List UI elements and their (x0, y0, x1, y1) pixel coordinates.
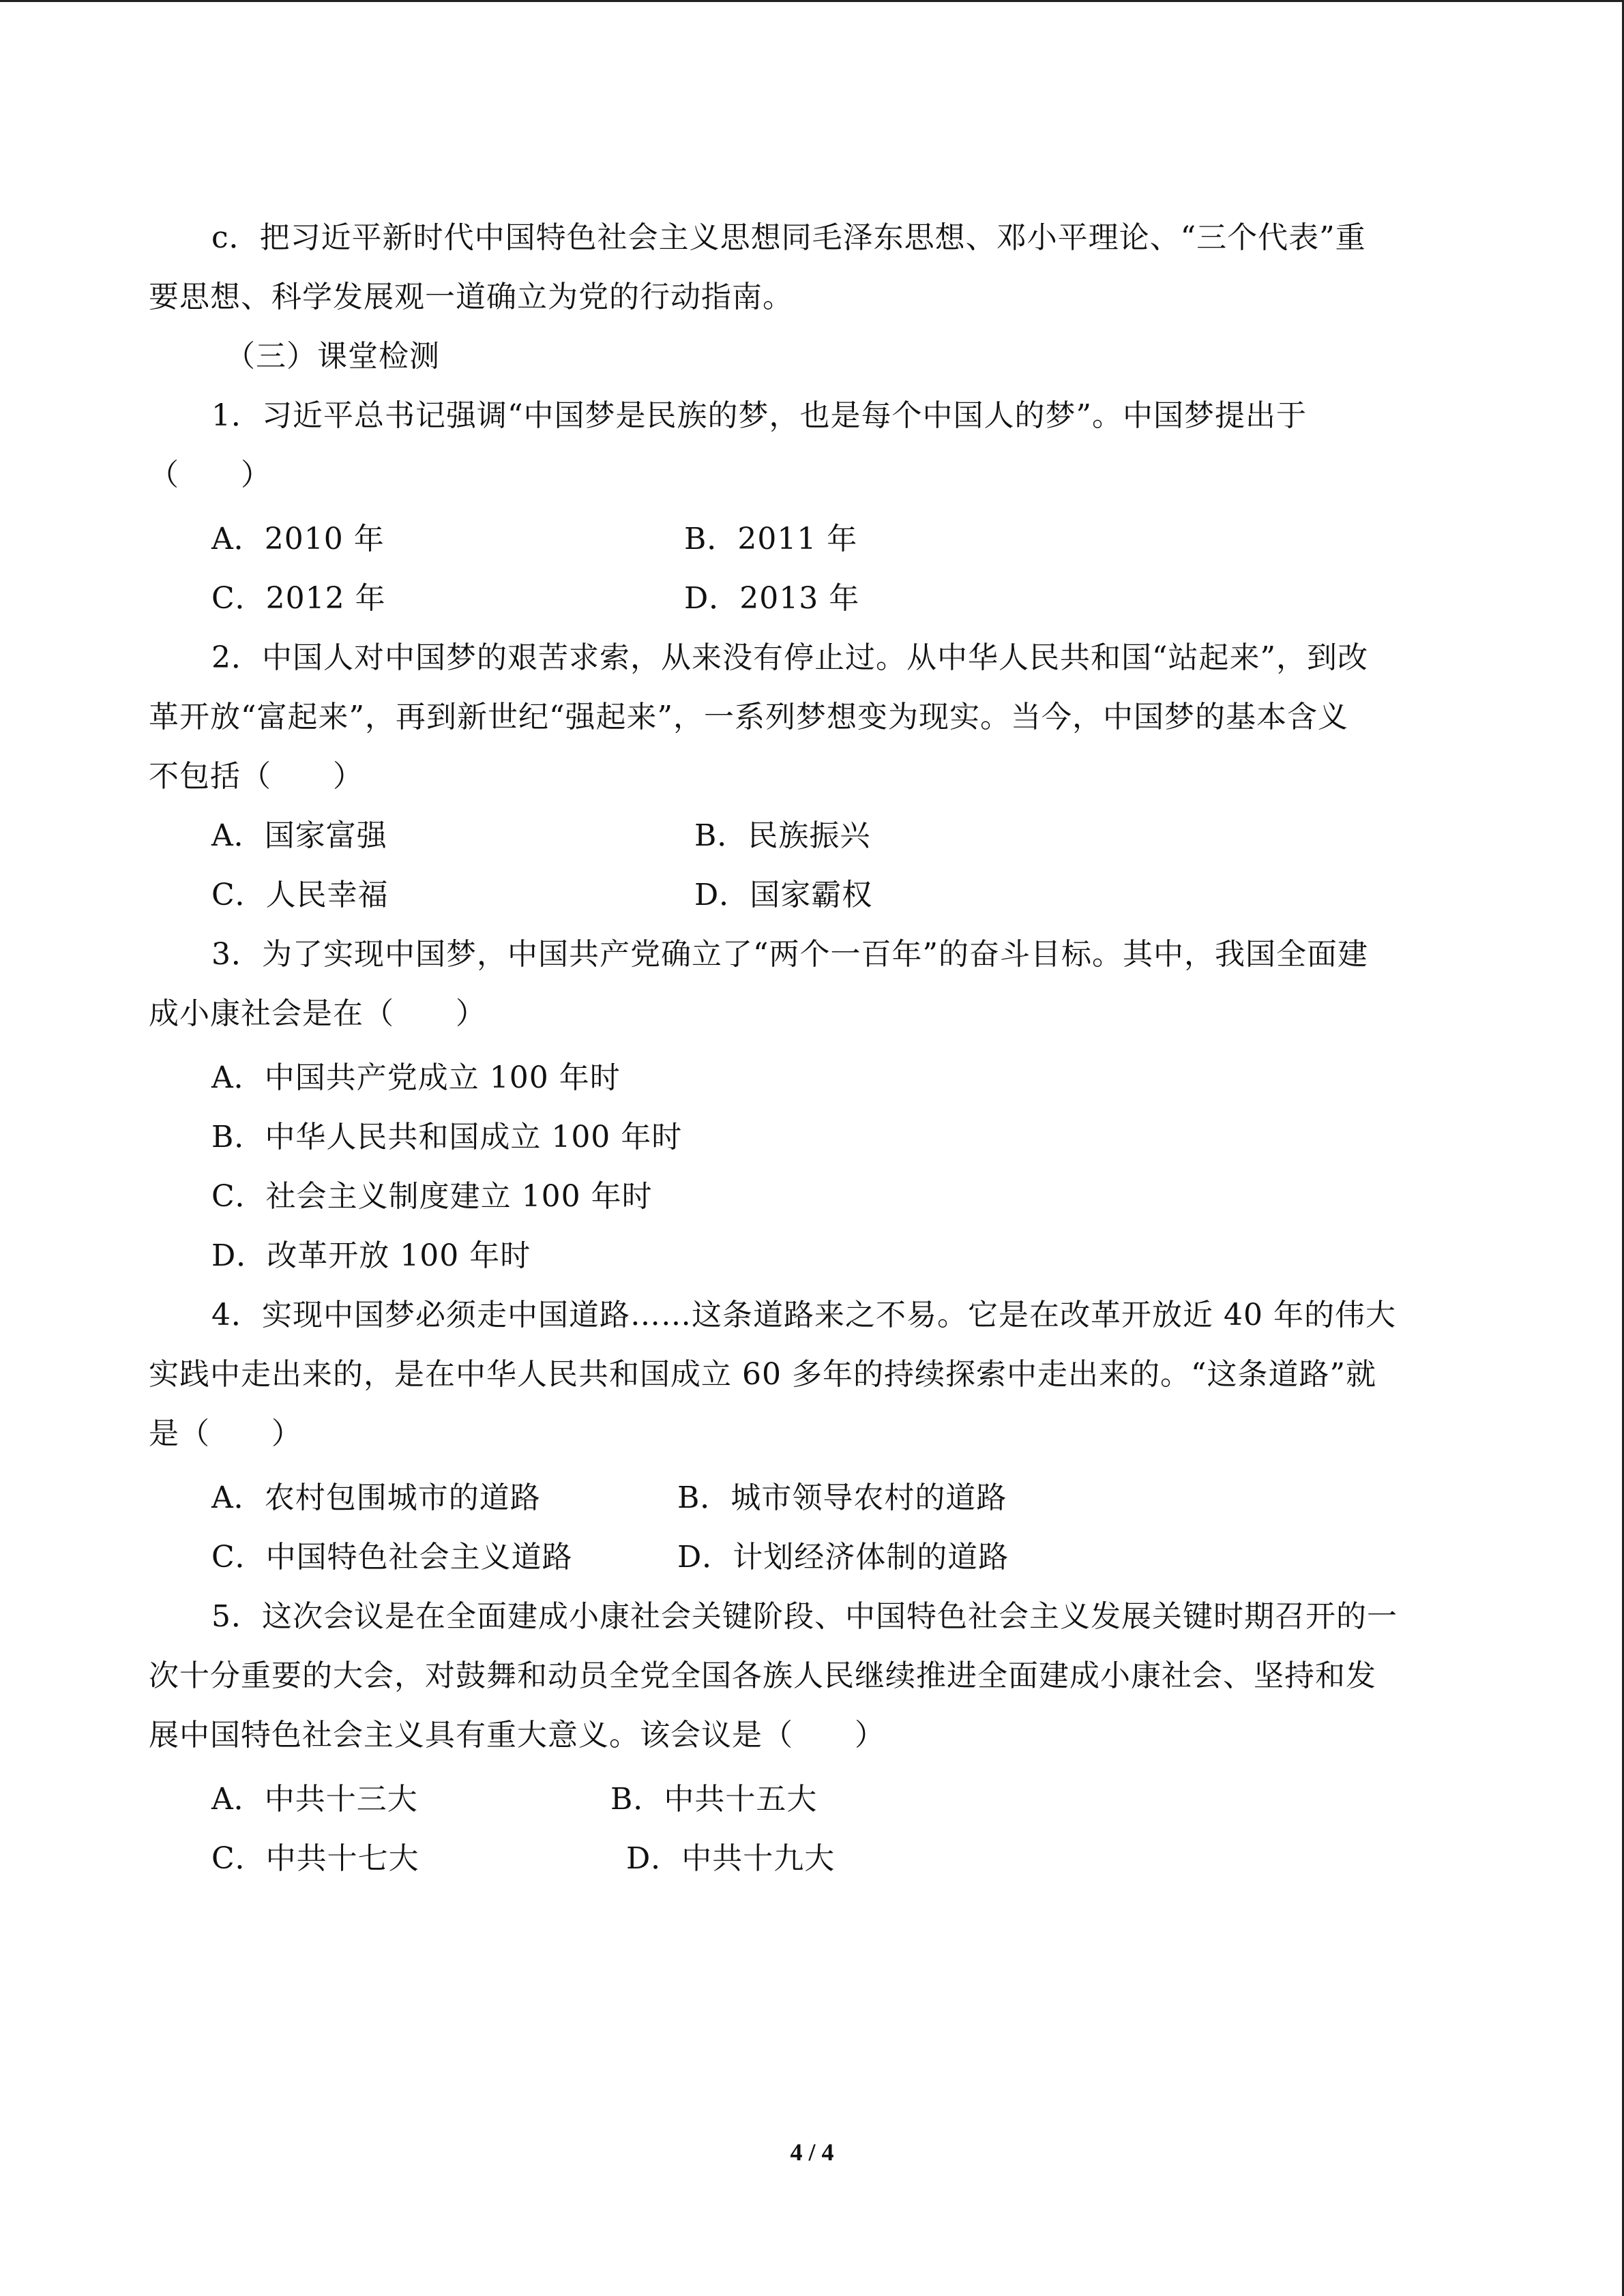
q1-option-a: A．2010 年 (211, 522, 385, 556)
q4-stem-line-1: 4．实现中国梦必须走中国道路……这条道路来之不易。它是在改革开放近 40 年的伟大 (211, 1298, 1396, 1332)
q4-stem-line-2: 实践中走出来的，是在中华人民共和国成立 60 多年的持续探索中走出来的。“这条道路”就 (149, 1357, 1376, 1392)
q3-option-c: C．社会主义制度建立 100 年时 (211, 1179, 653, 1214)
q3-stem-line-2: 成小康社会是在（ ） (149, 996, 486, 1031)
q1-option-c: C．2012 年 (211, 581, 386, 616)
q1-option-d: D．2013 年 (684, 581, 860, 616)
q4-option-c: C．中国特色社会主义道路 (211, 1540, 573, 1575)
q5-option-a: A．中共十三大 (211, 1782, 418, 1817)
q1-option-b: B．2011 年 (684, 522, 858, 556)
section-title: （三）课堂检测 (225, 339, 440, 374)
q3-option-b: B．中华人民共和国成立 100 年时 (211, 1120, 683, 1154)
q5-option-b: B．中共十五大 (610, 1782, 818, 1817)
q2-option-b: B．民族振兴 (694, 818, 871, 853)
q4-stem-line-3: 是（ ） (149, 1416, 302, 1451)
q5-stem-line-3: 展中国特色社会主义具有重大意义。该会议是（ ） (149, 1718, 885, 1753)
q2-option-c: C．人民幸福 (211, 878, 389, 912)
q2-option-a: A．国家富强 (211, 818, 387, 853)
q5-option-c: C．中共十七大 (211, 1841, 419, 1876)
page-number: 4 / 4 (790, 2138, 834, 2166)
q5-stem-line-2: 次十分重要的大会，对鼓舞和动员全党全国各族人民继续推进全面建成小康社会、坚持和发 (149, 1658, 1376, 1693)
intro-line-1: c．把习近平新时代中国特色社会主义思想同毛泽东思想、邓小平理论、“三个代表”重 (211, 220, 1366, 255)
q2-stem-line-1: 2．中国人对中国梦的艰苦求索，从来没有停止过。从中华人民共和国“站起来”，到改 (211, 640, 1368, 675)
intro-line-2: 要思想、科学发展观一道确立为党的行动指南。 (149, 280, 793, 314)
q1-stem-line-2: （ ） (149, 458, 271, 492)
q5-option-d: D．中共十九大 (626, 1841, 836, 1876)
q3-option-a: A．中国共产党成立 100 年时 (211, 1060, 621, 1095)
q2-stem-line-3: 不包括（ ） (149, 759, 364, 794)
q1-stem-line-1: 1．习近平总书记强调“中国梦是民族的梦，也是每个中国人的梦”。中国梦提出于 (211, 398, 1307, 433)
q4-option-d: D．计划经济体制的道路 (677, 1540, 1009, 1575)
q3-option-d: D．改革开放 100 年时 (211, 1238, 531, 1273)
q4-option-b: B．城市领导农村的道路 (677, 1480, 1007, 1515)
q2-option-d: D．国家霸权 (694, 878, 873, 912)
q5-stem-line-1: 5．这次会议是在全面建成小康社会关键阶段、中国特色社会主义发展关键时期召开的一 (211, 1599, 1398, 1634)
q2-stem-line-2: 革开放“富起来”，再到新世纪“强起来”，一系列梦想变为现实。当今，中国梦的基本含义 (149, 700, 1348, 734)
q3-stem-line-1: 3．为了实现中国梦，中国共产党确立了“两个一百年”的奋斗目标。其中，我国全面建 (211, 937, 1368, 972)
q4-option-a: A．农村包围城市的道路 (211, 1480, 541, 1515)
